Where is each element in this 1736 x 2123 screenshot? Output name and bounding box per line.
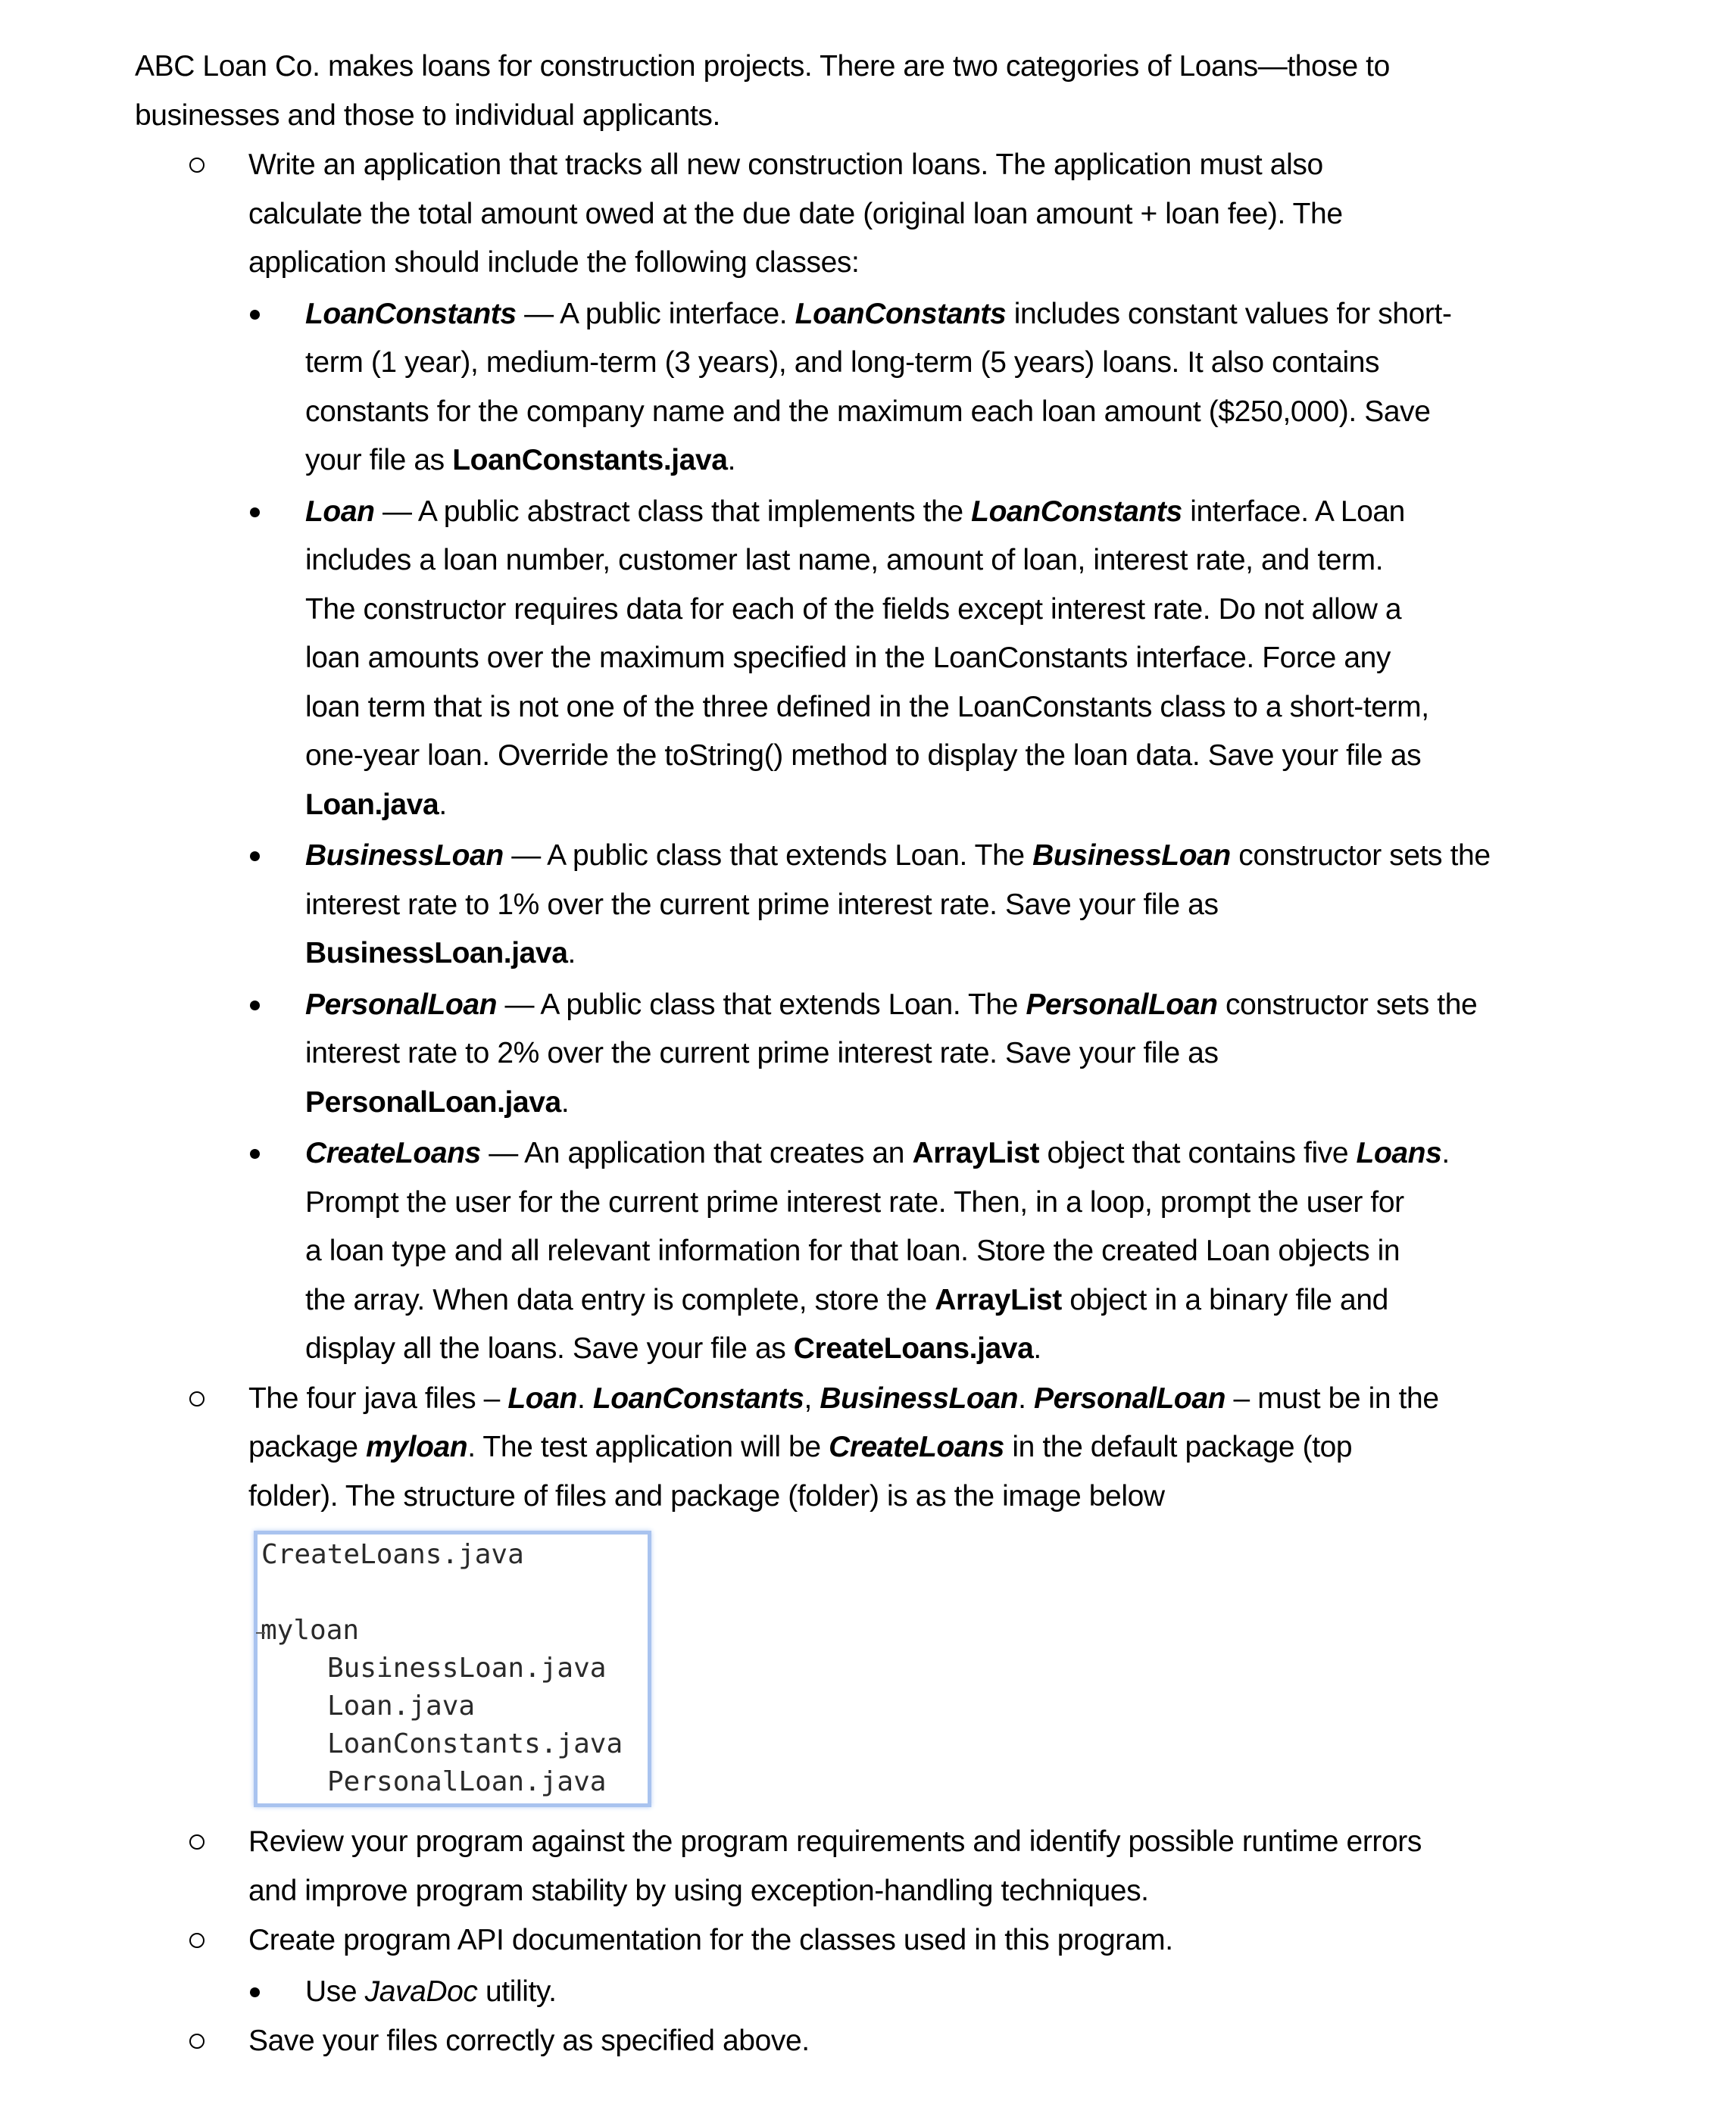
text-line [305,981,1491,1030]
tree-file: BusinessLoan.java [327,1653,607,1684]
sub-list-item [135,290,1491,485]
emphasized-term: Loans [1356,1137,1442,1169]
text-run: constructor sets the [1230,839,1491,872]
tree-root-file: CreateLoans.java [261,1539,524,1570]
text-run: — A public abstract class that implements the [374,495,972,528]
hollow-circle-bullet-icon [189,2034,205,2049]
text-line: interest rate to 2% over the current prime interest rate. Save your file as [305,1037,1219,1069]
text-run: interface. A Loan [1182,495,1405,528]
emphasized-term: myloan [366,1431,468,1463]
text-line [305,1079,1491,1128]
text-run: object in a binary file and [1061,1283,1388,1316]
text-run: . [1018,1382,1034,1415]
tree-spacer [258,1574,648,1612]
text-line: folder). The structure of files and package (folder) is as the image below [248,1479,1165,1513]
text-line: includes a loan number, customer last name, amount of loan, interest rate, and term. [305,544,1384,576]
text-line: Prompt the user for the current prime interest rate. Then, in a loop, prompt the user for [305,1185,1404,1219]
text-line [305,832,1491,881]
text-line: application should include the following classes: [248,246,860,279]
text-line [305,1129,1491,1179]
emphasized-term: LoanConstants [592,1382,804,1415]
filled-bullet-icon [250,1001,260,1010]
emphasized-term: JavaDoc [364,1975,478,2008]
text-line: Review your program against the program requirements and identify possible runtime errors [248,1825,1422,1858]
sub-list-item [135,981,1491,1128]
text-run: . [576,1382,593,1415]
text-line: The constructor requires data for each of the fields except interest rate. Do not allow a [305,592,1402,626]
text-run: includes constant values for short- [1006,297,1452,330]
text-run: . [439,788,447,821]
emphasized-term: LoanConstants [795,297,1007,330]
emphasized-term: Loan.java [305,788,439,821]
text-line [305,1968,1491,2017]
tree-folder: myloan [258,1612,648,1650]
text-run: . [727,444,736,476]
text-line: Write an application that tracks all new construction loans. The application must also [248,148,1323,181]
text-line [305,436,1491,485]
file-tree-image [254,1531,651,1807]
hollow-circle-bullet-icon [189,1933,205,1948]
sub-list-item [135,1129,1491,1374]
filled-bullet-icon [250,1149,260,1159]
text-run: display all the loans. Save your file as [305,1332,794,1365]
text-run: . [560,1085,570,1119]
text-run: – must be in the [1226,1382,1439,1415]
tree-file: LoanConstants.java [327,1728,623,1759]
list-item [135,1375,1491,1522]
emphasized-term: LoanConstants [305,297,517,330]
emphasized-term: CreateLoans.java [793,1332,1034,1365]
text-line [248,1375,1491,1424]
emphasized-term: BusinessLoan [820,1382,1019,1415]
hollow-circle-bullet-icon [189,1834,205,1850]
sub-list-item [135,832,1491,979]
text-run: — A public class that extends Loan. The [503,839,1033,872]
text-line [305,290,1491,339]
text-run: constructor sets the [1217,988,1478,1021]
sub-list-item [135,1968,1491,2017]
sub-list-item [135,488,1491,830]
filled-bullet-icon [250,851,260,861]
emphasized-term: LoanConstants [971,495,1182,528]
text-line: businesses and those to individual applicants. [135,98,720,132]
list-item [135,2017,1491,2066]
text-run: package [248,1431,367,1463]
emphasized-term: CreateLoans [305,1137,481,1169]
filled-bullet-icon [250,310,260,320]
emphasized-term: BusinessLoan [1032,839,1231,872]
text-line: term (1 year), medium-term (3 years), and long-term (5 years) loans. It also contains [305,346,1380,379]
emphasized-term: BusinessLoan.java [305,937,568,969]
emphasized-term: PersonalLoan [1026,988,1218,1021]
text-run: the array. When data entry is complete, store the [305,1283,935,1316]
text-run: . [1033,1332,1041,1365]
emphasized-term: PersonalLoan [305,988,498,1021]
filled-bullet-icon [250,507,260,517]
text-run: — An application that creates an [480,1137,913,1169]
text-run: — A public interface. [516,297,795,330]
emphasized-term: BusinessLoan [305,839,504,872]
text-run: , [804,1382,820,1415]
filled-bullet-icon [250,1987,260,1997]
text-line: constants for the company name and the maximum each loan amount ($250,000). Save [305,395,1431,428]
assignment-document [135,42,1491,2066]
text-run: . [1441,1137,1450,1169]
list-item [135,1916,1491,1965]
text-line: loan amounts over the maximum specified in the LoanConstants interface. Force any [305,642,1391,674]
text-line [305,488,1491,537]
text-run: object that contains five [1039,1137,1357,1169]
text-line [305,929,1491,979]
text-line [248,1423,1491,1472]
list-item [135,1818,1491,1915]
emphasized-term: ArrayList [912,1137,1040,1169]
text-line: calculate the total amount owed at the due date (original loan amount + loan fee). The [248,197,1343,230]
emphasized-term: PersonalLoan.java [305,1085,561,1119]
emphasized-term: PersonalLoan [1033,1382,1226,1415]
text-line [305,1276,1491,1325]
text-run: The four java files – [248,1382,508,1415]
text-run: . [567,937,576,969]
emphasized-term: ArrayList [935,1283,1062,1316]
tree-file: Loan.java [327,1691,476,1722]
text-run: in the default package (top [1004,1431,1353,1463]
text-run: utility. [477,1975,557,2008]
text-line: ABC Loan Co. makes loans for construction projects. There are two categories of Loans—those to [135,50,1390,83]
tree-file: PersonalLoan.java [327,1766,607,1797]
text-line: a loan type and all relevant information for that loan. Store the created Loan objects in [305,1235,1400,1267]
text-run: your file as [305,444,453,476]
text-run: . The test application will be [467,1431,829,1463]
text-line: interest rate to 1% over the current prime interest rate. Save your file as [305,888,1219,921]
hollow-circle-bullet-icon [189,158,205,173]
list-item [135,141,1491,288]
text-run: — A public class that extends Loan. The [497,988,1026,1021]
emphasized-term: LoanConstants.java [452,444,728,476]
text-line [305,1325,1491,1374]
text-line: and improve program stability by using exception-handling techniques. [248,1874,1149,1907]
emphasized-term: Loan [507,1382,577,1415]
text-run: Use [305,1975,365,2008]
hollow-circle-bullet-icon [189,1391,205,1406]
emphasized-term: CreateLoans [829,1431,1004,1463]
text-line: Create program API documentation for the classes used in this program. [248,1924,1173,1956]
text-line: one-year loan. Override the toString() method to display the loan data. Save your file as [305,739,1422,772]
text-line: Save your files correctly as specified above. [248,2025,810,2057]
emphasized-term: Loan [305,495,375,528]
intro-paragraph [135,42,1491,140]
text-line [305,781,1491,830]
text-line: loan term that is not one of the three defined in the LoanConstants class to a short-term, [305,690,1429,723]
